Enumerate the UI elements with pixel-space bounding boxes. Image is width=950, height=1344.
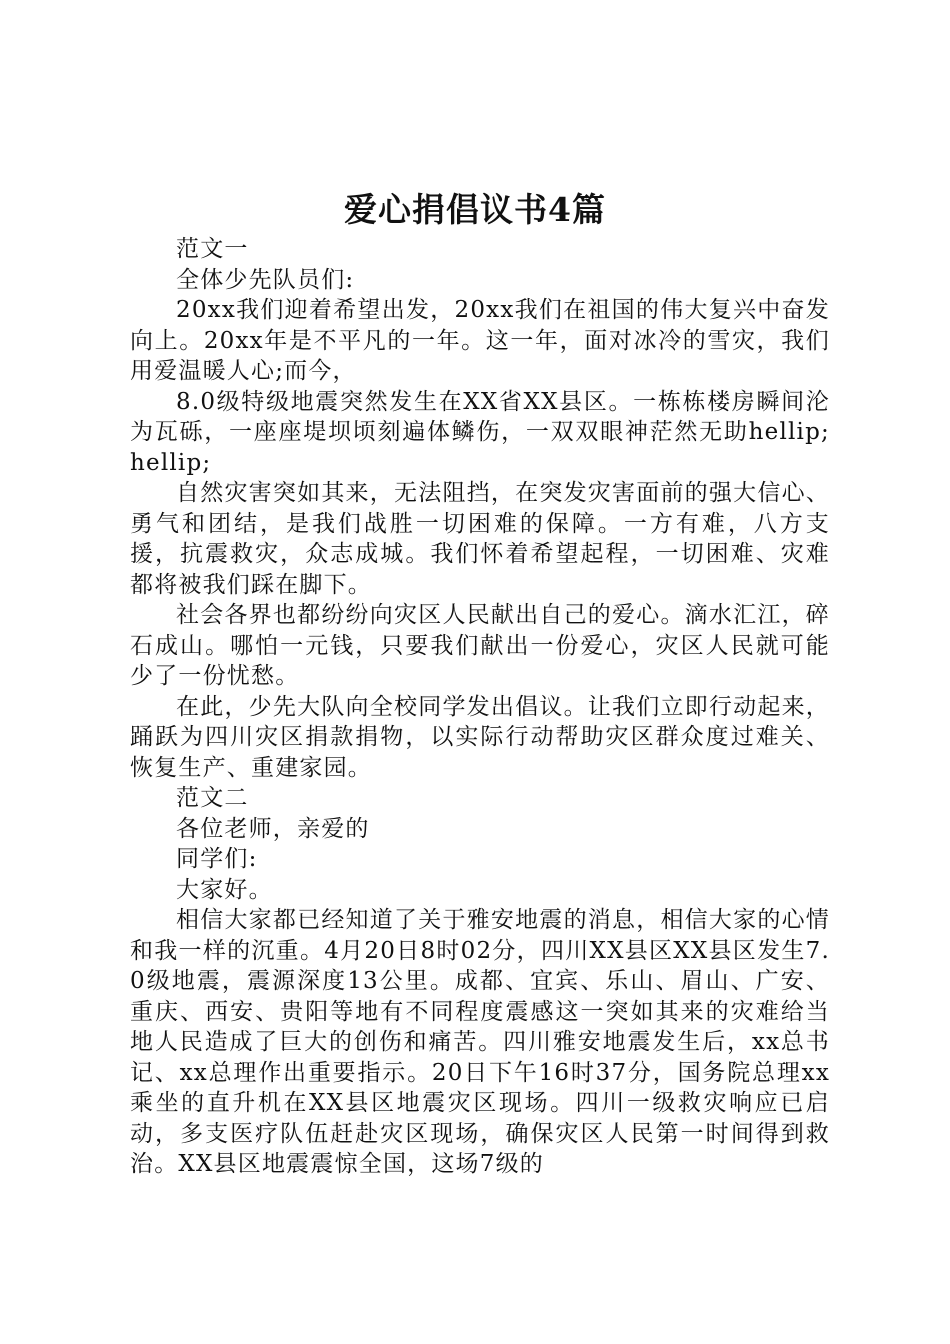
paragraph: 社会各界也都纷纷向灾区人民献出自己的爱心。滴水汇江，碎石成山。哪怕一元钱，只要我们献出一份爱心，灾区人民就可能少了一份忧愁。 bbox=[130, 602, 830, 689]
salutation: 各位老师，亲爱的 bbox=[176, 815, 370, 842]
salutation: 全体少先队员们: bbox=[176, 266, 355, 293]
paragraph: 自然灾害突如其来，无法阻挡，在突发灾害面前的强大信心、勇气和团结，是我们战胜一切困难的保障。一方有难，八方支援，抗震救灾，众志成城。我们怀着希望起程，一切困难、灾难都将被我们踩在脚下。 bbox=[130, 480, 830, 598]
section-heading-1: 范文一 bbox=[176, 236, 249, 262]
salutation: 同学们: bbox=[176, 846, 258, 872]
paragraph: 相信大家都已经知道了关于雅安地震的消息，相信大家的心情和我一样的沉重。4月20日8时02分，四川XX县区XX县区发生7.0级地震，震源深度13公里。成都、宜宾、乐山、眉山、广安、重庆、西安、贵阳等地有不同程度震感这一突如其来的灾难给当地人民造成了巨大的创伤和痛苦。四川雅安地震发生后，xx总书记、xx总理作出重要指示。20日下午16时37分，国务院总理xx乘坐的直升机在XX县区地震灾区现场。四川一级救灾响应已启动，多支医疗队伍赶赴灾区现场，确保灾区人民第一时间得到救治。XX县区地震震惊全国，这场7级的 bbox=[130, 907, 830, 1177]
paragraph: 20xx我们迎着希望出发，20xx我们在祖国的伟大复兴中奋发向上。20xx年是不平凡的一年。这一年，面对冰冷的雪灾，我们用爱温暖人心;而今， bbox=[130, 297, 830, 384]
greeting: 大家好。 bbox=[176, 876, 273, 903]
document-body bbox=[130, 234, 830, 1180]
paragraph: 8.0级特级地震突然发生在XX省XX县区。一栋栋楼房瞬间沦为瓦砾，一座座堤坝顷刻遍体鳞伤，一双双眼神茫然无助hellip;hellip; bbox=[130, 388, 830, 476]
document-title: 爱心捐倡议书4篇 bbox=[344, 190, 606, 229]
section-heading-2: 范文二 bbox=[176, 785, 249, 811]
paragraph: 在此，少先大队向全校同学发出倡议。让我们立即行动起来，踊跃为四川灾区捐款捐物，以实际行动帮助灾区群众度过难关、恢复生产、重建家园。 bbox=[130, 693, 830, 781]
